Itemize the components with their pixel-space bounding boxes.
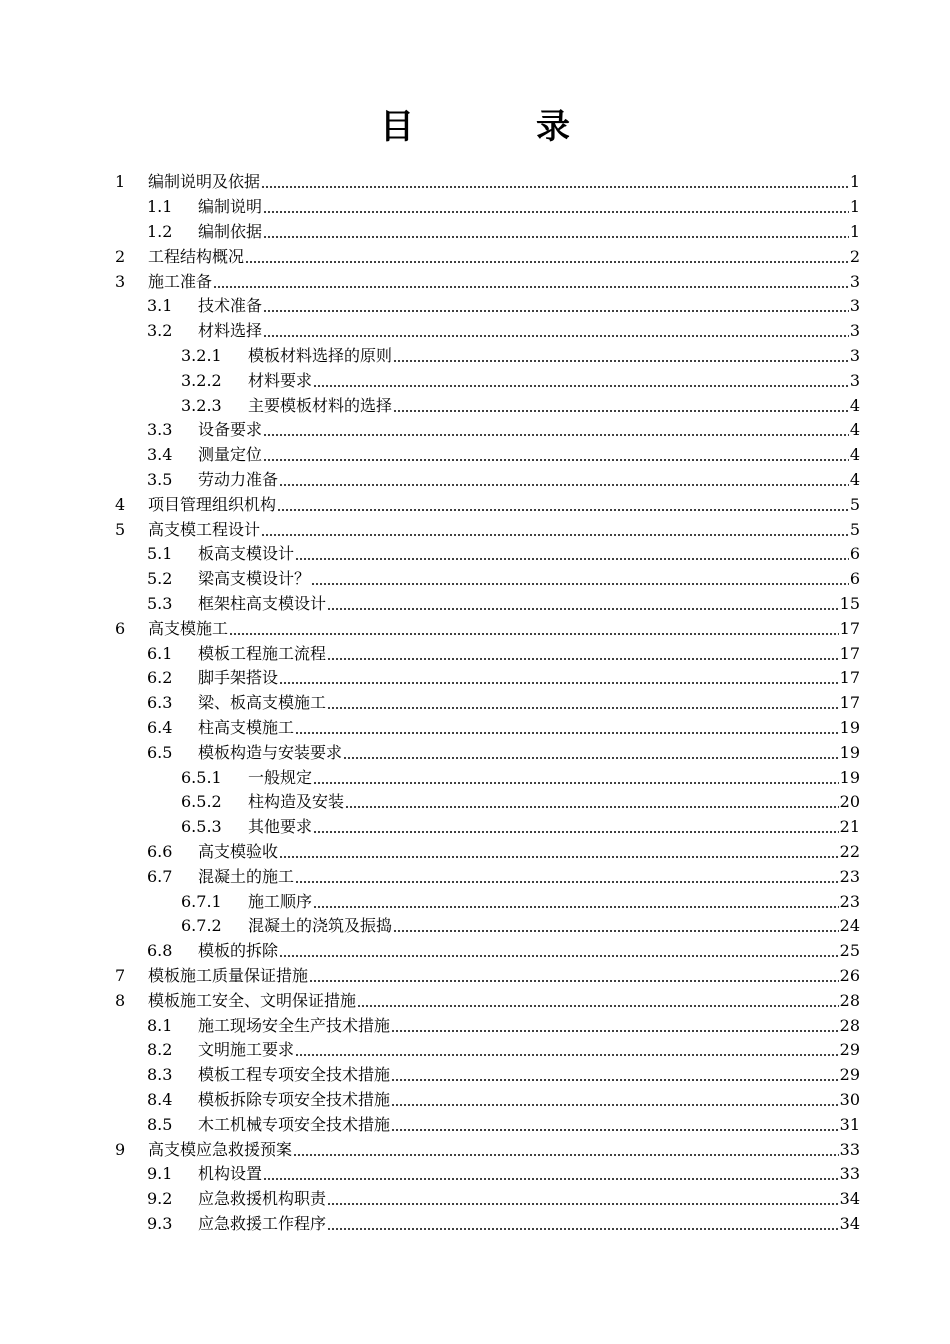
toc-entry-title: 编制说明及依据 xyxy=(148,172,261,192)
toc-dot-leader xyxy=(391,1090,839,1110)
toc-entry-number: 9 xyxy=(115,1139,126,1159)
toc-entry-number: 6.5.2 xyxy=(181,792,222,812)
toc-entry-page: 33 xyxy=(839,1164,860,1184)
toc-dot-leader xyxy=(263,296,849,316)
toc-entry-number: 6.8 xyxy=(147,941,173,961)
toc-entry-page: 1 xyxy=(849,221,860,241)
toc-entry-number: 5.1 xyxy=(147,544,173,564)
toc-entry-title: 施工准备 xyxy=(148,271,213,291)
toc-entry-number: 1.2 xyxy=(147,221,173,241)
toc-entry-page: 6 xyxy=(849,569,860,589)
toc-entry-title: 其他要求 xyxy=(248,817,313,837)
toc-entry-title: 板高支模设计 xyxy=(198,544,295,564)
toc-entry-page: 2 xyxy=(849,246,860,266)
toc-entry-number: 6.4 xyxy=(147,717,173,737)
toc-entry[interactable] xyxy=(147,418,860,443)
toc-entry-title: 模板的拆除 xyxy=(198,941,279,961)
toc-dot-leader xyxy=(391,1065,839,1085)
toc-entry-number: 8.1 xyxy=(147,1015,173,1035)
toc-entry[interactable] xyxy=(147,840,860,865)
toc-entry-number: 5.2 xyxy=(147,569,173,589)
toc-entry-page: 3 xyxy=(849,321,860,341)
toc-entry-page: 17 xyxy=(839,668,860,688)
toc-dot-leader xyxy=(393,916,839,936)
toc-entry-title: 模板拆除专项安全技术措施 xyxy=(198,1089,391,1109)
toc-dot-leader xyxy=(263,321,849,341)
toc-entry[interactable] xyxy=(181,393,860,418)
toc-entry[interactable] xyxy=(147,939,860,964)
toc-entry[interactable] xyxy=(147,691,860,716)
toc-entry-page: 28 xyxy=(839,990,860,1010)
toc-dot-leader xyxy=(309,966,839,986)
toc-dot-leader xyxy=(279,470,849,490)
toc-entry-title: 框架柱高支模设计 xyxy=(198,593,327,613)
toc-entry-number: 3.2 xyxy=(147,321,173,341)
toc-entry[interactable] xyxy=(147,567,860,592)
toc-entry[interactable] xyxy=(115,1137,860,1162)
toc-entry-title: 材料选择 xyxy=(198,321,263,341)
toc-entry-page: 22 xyxy=(839,841,860,861)
toc-entry[interactable] xyxy=(181,344,860,369)
toc-entry-number: 3.4 xyxy=(147,445,173,465)
toc-entry[interactable] xyxy=(147,592,860,617)
toc-dot-leader xyxy=(295,544,849,564)
toc-entry[interactable] xyxy=(115,492,860,517)
toc-entry-page: 3 xyxy=(849,345,860,365)
toc-entry[interactable] xyxy=(115,244,860,269)
toc-entry-page: 31 xyxy=(839,1114,860,1134)
toc-entry-number: 5 xyxy=(115,519,126,539)
toc-dot-leader xyxy=(313,768,839,788)
toc-entry-title: 脚手架搭设 xyxy=(198,668,279,688)
toc-entry-title: 应急救援工作程序 xyxy=(198,1213,327,1233)
toc-entry-number: 7 xyxy=(115,965,126,985)
toc-dot-leader xyxy=(295,1040,839,1060)
toc-dot-leader xyxy=(295,867,839,887)
toc-entry-title: 编制说明 xyxy=(198,197,263,217)
toc-entry-number: 6.7.1 xyxy=(181,891,222,911)
toc-entry-number: 3.3 xyxy=(147,420,173,440)
toc-entry-title: 一般规定 xyxy=(248,767,313,787)
toc-entry-title: 模板施工质量保证措施 xyxy=(148,965,309,985)
toc-dot-leader xyxy=(263,445,849,465)
toc-entry-page: 4 xyxy=(849,445,860,465)
toc-entry-title: 混凝土的施工 xyxy=(198,866,295,886)
toc-dot-leader xyxy=(279,842,839,862)
toc-dot-leader xyxy=(279,668,839,688)
toc-entry-number: 6.1 xyxy=(147,643,173,663)
toc-entry[interactable] xyxy=(147,443,860,468)
toc-dot-leader xyxy=(327,1189,839,1209)
toc-entry-page: 34 xyxy=(839,1213,860,1233)
toc-dot-leader xyxy=(313,817,839,837)
toc-entry-page: 4 xyxy=(849,469,860,489)
toc-entry[interactable] xyxy=(115,964,860,989)
toc-entry-page: 17 xyxy=(839,618,860,638)
toc-entry-title: 工程结构概况 xyxy=(148,246,245,266)
toc-entry-page: 17 xyxy=(839,643,860,663)
toc-entry[interactable] xyxy=(147,1212,860,1237)
toc-dot-leader xyxy=(327,594,839,614)
toc-entry[interactable] xyxy=(147,864,860,889)
toc-entry-page: 1 xyxy=(849,197,860,217)
toc-entry[interactable] xyxy=(147,542,860,567)
toc-entry[interactable] xyxy=(147,1088,860,1113)
toc-entry-title: 模板材料选择的原则 xyxy=(248,345,393,365)
toc-dot-leader xyxy=(393,396,849,416)
toc-entry-number: 6.7 xyxy=(147,866,173,886)
toc-entry-number: 6.6 xyxy=(147,841,173,861)
toc-entry-title: 柱构造及安装 xyxy=(248,792,345,812)
toc-entry[interactable] xyxy=(147,468,860,493)
toc-entry[interactable] xyxy=(147,1187,860,1212)
toc-entry-title: 施工顺序 xyxy=(248,891,313,911)
toc-entry-page: 24 xyxy=(839,916,860,936)
toc-entry[interactable] xyxy=(147,1162,860,1187)
toc-entry-page: 29 xyxy=(839,1040,860,1060)
toc-entry-number: 4 xyxy=(115,494,126,514)
toc-entry-page: 5 xyxy=(849,519,860,539)
toc-entry-title: 机构设置 xyxy=(198,1164,263,1184)
toc-entry-number: 6.5.3 xyxy=(181,817,222,837)
toc-entry[interactable] xyxy=(115,517,860,542)
toc-dot-leader xyxy=(261,172,849,192)
toc-entry-title: 模板施工安全、文明保证措施 xyxy=(148,990,357,1010)
toc-dot-leader xyxy=(345,792,839,812)
toc-entry-title: 应急救援机构职责 xyxy=(198,1189,327,1209)
toc-dot-leader xyxy=(295,718,839,738)
toc-entry-title: 编制依据 xyxy=(198,221,263,241)
toc-entry-number: 6.3 xyxy=(147,693,173,713)
toc-dot-leader xyxy=(263,420,849,440)
toc-entry-number: 8.2 xyxy=(147,1040,173,1060)
page-title: 目 录 xyxy=(380,107,614,147)
toc-entry[interactable] xyxy=(147,319,860,344)
toc-entry-title: 高支模验收 xyxy=(198,841,279,861)
toc-entry-number: 5.3 xyxy=(147,593,173,613)
toc-entry-title: 材料要求 xyxy=(248,370,313,390)
toc-entry-page: 19 xyxy=(839,717,860,737)
toc-dot-leader xyxy=(229,619,839,639)
toc-dot-leader xyxy=(293,1140,839,1160)
toc-entry-title: 模板构造与安装要求 xyxy=(198,742,343,762)
toc-dot-leader xyxy=(313,371,849,391)
toc-entry[interactable] xyxy=(147,294,860,319)
toc-dot-leader xyxy=(313,892,839,912)
toc-entry[interactable] xyxy=(181,815,860,840)
toc-dot-leader xyxy=(213,272,849,292)
toc-entry-page: 17 xyxy=(839,693,860,713)
toc-entry[interactable] xyxy=(181,889,860,914)
toc-entry-number: 2 xyxy=(115,246,126,266)
toc-entry-page: 23 xyxy=(839,891,860,911)
toc-entry[interactable] xyxy=(115,988,860,1013)
toc-entry-title: 高支模应急救援预案 xyxy=(148,1139,293,1159)
toc-entry-page: 28 xyxy=(839,1015,860,1035)
toc-entry-page: 33 xyxy=(839,1139,860,1159)
toc-entry-number: 3.5 xyxy=(147,469,173,489)
toc-entry-number: 6 xyxy=(115,618,126,638)
toc-entry-title: 测量定位 xyxy=(198,445,263,465)
toc-entry-page: 21 xyxy=(839,817,860,837)
toc-entry[interactable] xyxy=(147,641,860,666)
toc-entry-number: 9.3 xyxy=(147,1213,173,1233)
toc-entry[interactable] xyxy=(147,1112,860,1137)
toc-dot-leader xyxy=(263,222,849,242)
toc-entry-number: 8 xyxy=(115,990,126,1010)
toc-entry-number: 1 xyxy=(115,172,126,192)
toc-entry-title: 高支模施工 xyxy=(148,618,229,638)
toc-entry-page: 4 xyxy=(849,420,860,440)
toc-entry-title: 梁、板高支模施工 xyxy=(198,693,327,713)
toc-entry-title: 项目管理组织机构 xyxy=(148,494,277,514)
toc-entry-number: 6.7.2 xyxy=(181,916,222,936)
toc-entry[interactable] xyxy=(147,740,860,765)
toc-entry[interactable] xyxy=(147,716,860,741)
toc-entry-title: 主要模板材料的选择 xyxy=(248,395,393,415)
toc-entry-page: 6 xyxy=(849,544,860,564)
toc-entry-page: 20 xyxy=(839,792,860,812)
toc-entry-number: 8.3 xyxy=(147,1065,173,1085)
toc-entry[interactable] xyxy=(147,195,860,220)
toc-entry-number: 6.5.1 xyxy=(181,767,222,787)
toc-entry[interactable] xyxy=(115,170,860,195)
toc-entry-title: 模板工程施工流程 xyxy=(198,643,327,663)
toc-entry-number: 3 xyxy=(115,271,126,291)
toc-dot-leader xyxy=(263,197,849,217)
toc-dot-leader xyxy=(311,569,849,589)
toc-entry-number: 3.2.3 xyxy=(181,395,222,415)
toc-entry-page: 19 xyxy=(839,742,860,762)
toc-entry-number: 8.5 xyxy=(147,1114,173,1134)
toc-dot-leader xyxy=(261,520,849,540)
toc-entry-number: 9.1 xyxy=(147,1164,173,1184)
toc-entry[interactable] xyxy=(147,1063,860,1088)
toc-entry-page: 4 xyxy=(849,395,860,415)
toc-entry[interactable] xyxy=(147,666,860,691)
toc-entry[interactable] xyxy=(115,616,860,641)
toc-entry-number: 6.2 xyxy=(147,668,173,688)
toc-dot-leader xyxy=(393,346,849,366)
toc-entry[interactable] xyxy=(115,269,860,294)
toc-dot-leader xyxy=(279,941,839,961)
toc-entry-number: 3.2.1 xyxy=(181,345,222,365)
toc-entry-title: 文明施工要求 xyxy=(198,1040,295,1060)
toc-entry[interactable] xyxy=(147,1013,860,1038)
toc-entry-page: 23 xyxy=(839,866,860,886)
toc-entry-title: 梁高支模设计？ xyxy=(198,569,311,589)
toc-entry-title: 施工现场安全生产技术措施 xyxy=(198,1015,391,1035)
toc-entry-title: 设备要求 xyxy=(198,420,263,440)
toc-entry-page: 30 xyxy=(839,1089,860,1109)
toc-entry-title: 柱高支模施工 xyxy=(198,717,295,737)
toc-dot-leader xyxy=(343,743,839,763)
toc-entry-page: 3 xyxy=(849,296,860,316)
toc-entry-title: 劳动力准备 xyxy=(198,469,279,489)
toc-dot-leader xyxy=(327,1214,839,1234)
toc-entry-page: 34 xyxy=(839,1189,860,1209)
toc-entry-page: 19 xyxy=(839,767,860,787)
toc-entry[interactable] xyxy=(181,914,860,939)
toc-entry-page: 29 xyxy=(839,1065,860,1085)
toc-dot-leader xyxy=(245,247,849,267)
toc-entry[interactable] xyxy=(181,790,860,815)
toc-dot-leader xyxy=(263,1164,839,1184)
toc-entry-page: 1 xyxy=(849,172,860,192)
toc-entry-number: 8.4 xyxy=(147,1089,173,1109)
toc-dot-leader xyxy=(357,991,839,1011)
toc-entry-title: 木工机械专项安全技术措施 xyxy=(198,1114,391,1134)
toc-dot-leader xyxy=(327,693,839,713)
toc-entry-title: 技术准备 xyxy=(198,296,263,316)
toc-dot-leader xyxy=(391,1016,839,1036)
toc-entry-page: 3 xyxy=(849,370,860,390)
toc-entry-title: 混凝土的浇筑及振捣 xyxy=(248,916,393,936)
toc-dot-leader xyxy=(327,644,839,664)
toc-entry[interactable] xyxy=(147,220,860,245)
toc-entry-page: 26 xyxy=(839,965,860,985)
toc-entry[interactable] xyxy=(181,368,860,393)
toc-entry[interactable] xyxy=(147,1038,860,1063)
toc-entry-page: 25 xyxy=(839,941,860,961)
toc-entry-title: 高支模工程设计 xyxy=(148,519,261,539)
toc-entry-page: 15 xyxy=(839,593,860,613)
toc-entry-number: 3.2.2 xyxy=(181,370,222,390)
toc-entry-title: 模板工程专项安全技术措施 xyxy=(198,1065,391,1085)
toc-entry-number: 9.2 xyxy=(147,1189,173,1209)
toc-dot-leader xyxy=(391,1115,839,1135)
toc-entry-number: 1.1 xyxy=(147,197,173,217)
toc-entry-page: 5 xyxy=(849,494,860,514)
toc-dot-leader xyxy=(277,495,849,515)
toc-entry-page: 3 xyxy=(849,271,860,291)
toc-entry[interactable] xyxy=(181,765,860,790)
toc-entry-number: 6.5 xyxy=(147,742,173,762)
toc-entry-number: 3.1 xyxy=(147,296,173,316)
